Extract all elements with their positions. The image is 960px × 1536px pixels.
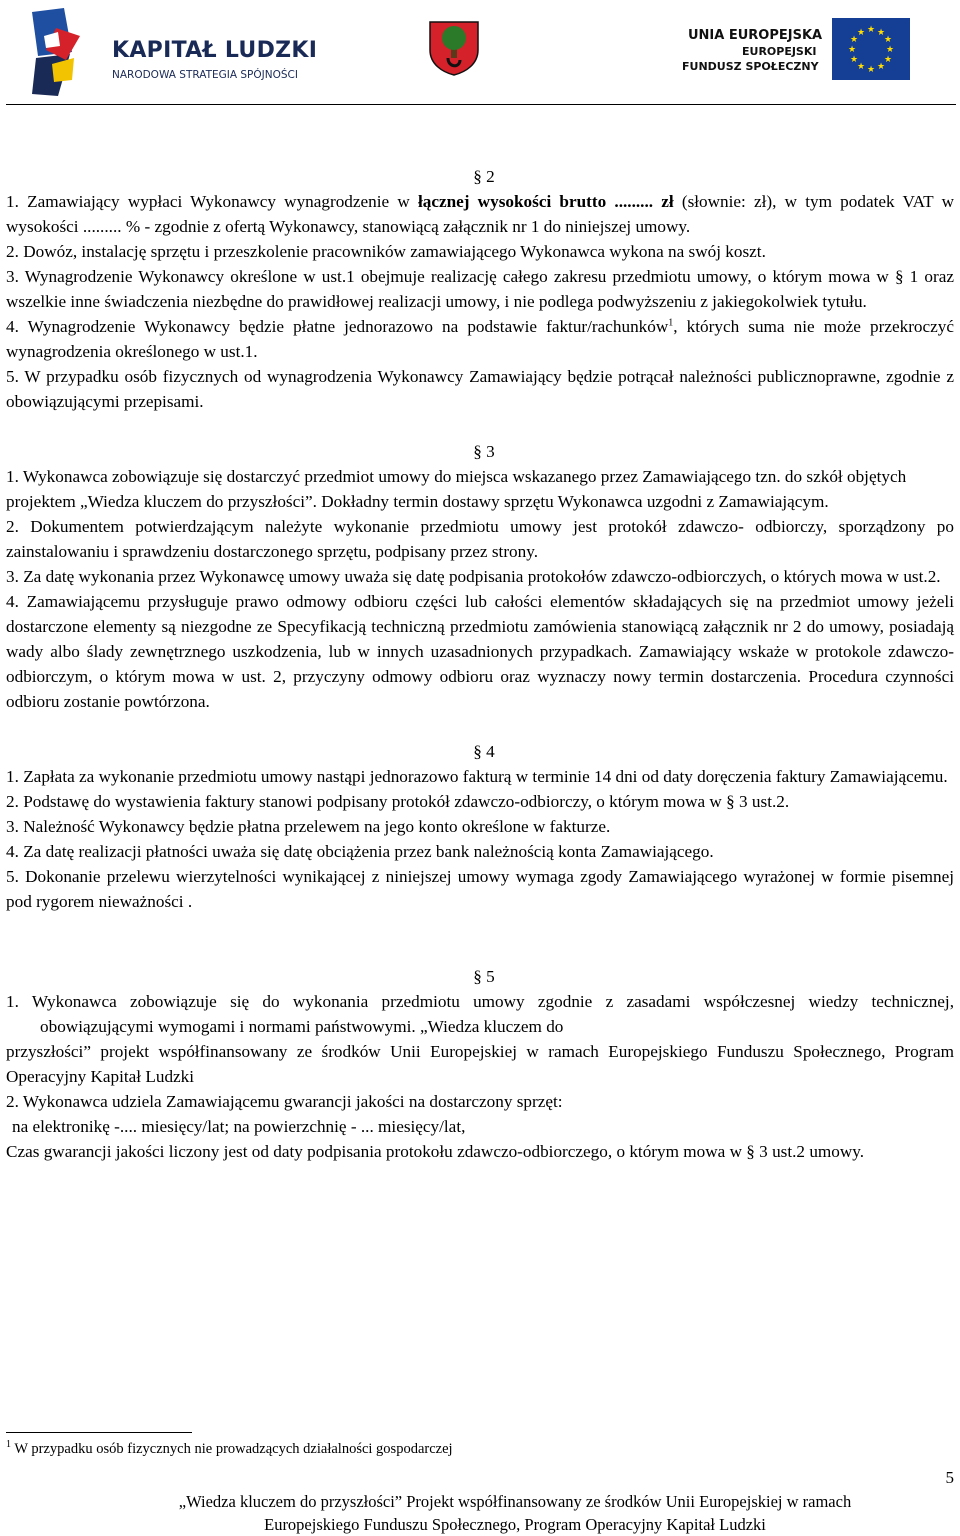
svg-text:★: ★ [847,45,857,55]
s3-paragraph-2: 2. Dokumentem potwierdzającym należyte wykonanie przedmiotu umowy jest protokół zdawczo- odbiorczy, sporządzony po zainstalowaniu i sprawdzeniu dostarczonego sprzętu, podpisany przez strony. [6,517,954,561]
svg-text:★: ★ [849,55,859,65]
s2-paragraph-5: 5. W przypadku osób fizycznych od wynagrodzenia Wykonawcy Zamawiający będzie potrącał należności publicznoprawne, zgodnie z obowiązującymi przepisami. [6,367,954,411]
s5-paragraph-4: Czas gwarancji jakości liczony jest od daty podpisania protokołu zdawczo-odbiorczego, o którym mowa w § 3 ust.2 umowy. [6,1142,865,1161]
section-heading-5: § 5 [473,967,495,986]
svg-text:★: ★ [856,28,866,38]
s2-paragraph-1 [6,189,954,239]
section-heading-4: § 4 [473,742,495,761]
page-footer [0,1490,960,1536]
s2-p4-text-b: , których suma nie może przekroczyć wynagrodzenia określonego w ust.1. [6,317,954,361]
kapital-ludzki-logo [28,6,328,98]
right-logo-line2: EUROPEJSKI [742,45,817,58]
eu-flag-icon [832,18,910,80]
s5-paragraph-1-cont: przyszłości” projekt współfinansowany ze środków Unii Europejskiej w ramach Europejskiego Funduszu Społecznego, Program Operacyjny Kapitał Ludzki [6,1042,954,1086]
footnote-ref: 1 [668,317,674,329]
svg-text:★: ★ [883,55,893,65]
footer-line-1: „Wiedza kluczem do przyszłości” Projekt współfinansowany ze środków Unii Europejskiej w ramach [178,1492,852,1511]
city-crest-logo [428,20,480,76]
s4-paragraph-3: 3. Należność Wykonawcy będzie płatna przelewem na jego konto określone w fakturze. [6,817,611,836]
header-divider [6,104,956,105]
footer-line-2: Europejskiego Funduszu Społecznego, Program Operacyjny Kapitał Ludzki [264,1515,766,1534]
right-logo-line1: UNIA EUROPEJSKA [688,28,823,43]
footnote [6,1441,453,1458]
page-number: 5 [945,1468,954,1487]
svg-text:★: ★ [849,35,859,45]
s5-paragraph-3: na elektronikę -.... miesięcy/lat; na powierzchnię - ... miesięcy/lat, [12,1117,466,1136]
s3-paragraph-1: 1. Wykonawca zobowiązuje się dostarczyć przedmiot umowy do miejsca wskazanego przez Zamawiającego tzn. do szkół objętych projektem „Wiedza kluczem do przyszłości”. Dokładny termin dostawy sprzętu Wykonawca uzgodni z Zamawiającym. [6,467,907,511]
s2-paragraph-3: 3. Wynagrodzenie Wykonawcy określone w ust.1 obejmuje realizację całego zakresu przedmiotu umowy, o którym mowa w § 1 oraz wszelkie inne świadczenia niezbędne do prawidłowej realizacji umowy, i nie podlega podwyższeniu z jakiegokolwiek tytułu. [6,267,954,311]
kapital-ludzki-emblem-icon [28,6,100,98]
svg-text:★: ★ [885,45,895,55]
s2-p4-text-a: 4. Wynagrodzenie Wykonawcy będzie płatne jednorazowo na podstawie faktur/rachunków [6,317,669,336]
s4-paragraph-5: 5. Dokonanie przelewu wierzytelności wynikającej z niniejszej umowy wymaga zgody Zamawiającego wyrażonej w formie pisemnej pod rygorem nieważności . [6,867,954,911]
page-header [0,0,960,106]
s4-paragraph-1: 1. Zapłata za wykonanie przedmiotu umowy nastąpi jednorazowo fakturą w terminie 14 dni od daty doręczenia faktury Zamawiającemu. [6,767,948,786]
s4-paragraph-4: 4. Za datę realizacji płatności uważa się datę obciążenia przez bank należnością konta Zamawiającego. [6,842,714,861]
s5-paragraph-2: 2. Wykonawca udziela Zamawiającemu gwarancji jakości na dostarczony sprzęt: [6,1092,563,1111]
left-logo-subtitle: NARODOWA STRATEGIA SPÓJNOŚCI [112,69,298,81]
s2-paragraph-2: 2. Dowóz, instalację sprzętu i przeszkolenie pracowników zamawiającego Wykonawca wykona na swój koszt. [6,242,766,261]
document-body [6,164,954,1164]
s2-p1-text-c: (słownie: zł), w tym podatek VAT w wysokości ......... % - zgodnie z ofertą Wykonawcy, stanowiącą załącznik nr 1 do niniejszej umowy. [6,192,954,236]
svg-text:★: ★ [866,25,876,35]
svg-text:★: ★ [876,62,886,72]
s3-paragraph-3: 3. Za datę wykonania przez Wykonawcę umowy uważa się datę podpisania protokołów zdawczo-odbiorczych, o których mowa w ust.2. [6,567,941,586]
section-heading-3: § 3 [473,442,495,461]
s2-paragraph-4 [6,314,954,364]
footnote-mark: 1 [6,1439,11,1451]
svg-text:★: ★ [883,35,893,45]
s3-paragraph-4: 4. Zamawiającemu przysługuje prawo odmowy odbioru części lub całości elementów składających się na przedmiot umowy jeżeli dostarczone elementy są niezgodne ze Specyfikacją techniczną przedmiotu zamówienia stanowiącą załącznik nr 2 do umowy, posiadają wady albo ślady zewnętrznego uszkodzenia, lub w innych uzasadnionych przypadkach. Zamawiający wskaże w protokole zdawczo-odbiorczym, o którym mowa w ust. 2, przyczyny odmowy odbioru oraz wyznaczy nowy termin dostarczenia. Procedura czynności odbioru zostanie powtórzona. [6,592,954,711]
footnote-divider [6,1432,192,1433]
svg-text:★: ★ [866,65,876,75]
s5-paragraph-1: 1. Wykonawca zobowiązuje się do wykonania przedmiotu umowy zgodnie z zasadami współczesnej wiedzy technicznej, obowiązującymi wymogami i normami państwowymi. „Wiedza kluczem do [6,992,954,1036]
eu-efs-logo [660,18,910,88]
left-logo-title: KAPITAŁ LUDZKI [112,38,318,63]
section-heading-2: § 2 [473,167,495,186]
svg-text:★: ★ [856,62,866,72]
crest-shield-icon [428,20,480,76]
right-logo-line3: FUNDUSZ SPOŁECZNY [682,60,819,73]
svg-text:★: ★ [876,28,886,38]
s4-paragraph-2: 2. Podstawę do wystawienia faktury stanowi podpisany protokół zdawczo-odbiorczy, o którym mowa w § 3 ust.2. [6,792,790,811]
footnote-text: W przypadku osób fizycznych nie prowadzących działalności gospodarczej [11,1441,453,1457]
s2-p1-text-a: 1. Zamawiający wypłaci Wykonawcy wynagrodzenie w [6,192,418,211]
s2-p1-bold-amount: łącznej wysokości brutto ......... zł [417,192,674,211]
